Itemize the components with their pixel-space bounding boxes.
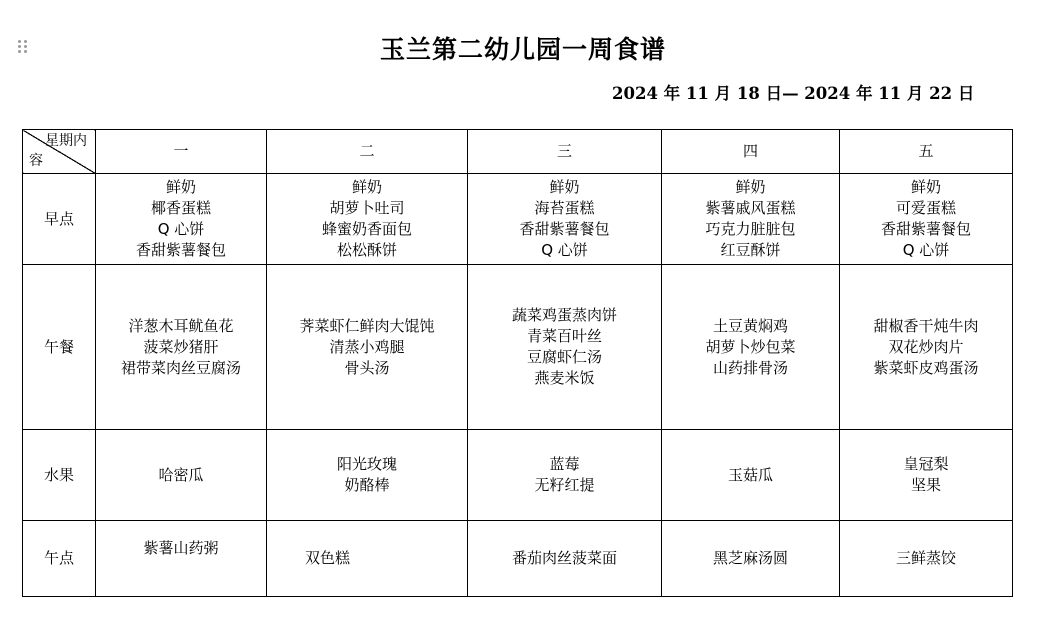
lunch-cell-mon [96, 265, 267, 430]
day-label: 一 [173, 142, 189, 160]
fruit-cell-tue [267, 430, 468, 521]
menu-item: 三鲜蒸饺 [895, 549, 956, 567]
menu-item: 玉菇瓜 [727, 465, 773, 484]
menu-item: 土豆黄焖鸡 [712, 316, 788, 335]
menu-item: 荠菜虾仁鲜肉大馄饨 [299, 316, 435, 335]
breakfast-cell-tue [267, 174, 468, 265]
row-label-fruit: 水果 [23, 430, 96, 521]
lunch-cell-fri [840, 265, 1013, 430]
page-title: 玉兰第二幼儿园一周食谱 [379, 35, 666, 64]
menu-item: 双花炒肉片 [888, 337, 964, 356]
menu-item: 皇冠梨 [903, 455, 949, 473]
breakfast-cell-mon [96, 174, 267, 265]
menu-item: 青菜百叶丝 [526, 327, 602, 345]
menu-item: 清蒸小鸡腿 [329, 337, 405, 356]
day-header-mon [96, 130, 267, 174]
menu-item: 香甜紫薯餐包 [880, 220, 971, 238]
fruit-cell-mon [96, 430, 267, 521]
breakfast-cell-thu [662, 174, 840, 265]
day-header-fri [840, 130, 1013, 174]
fruit-cell-wed [468, 430, 662, 521]
menu-item: 骨头汤 [344, 358, 390, 377]
menu-item: 黑芝麻汤圆 [712, 549, 788, 567]
menu-item: 鲜奶 [910, 178, 941, 196]
menu-item: 鲜奶 [351, 178, 382, 196]
weekly-menu-table [22, 129, 1013, 597]
day-header-wed [468, 130, 662, 174]
breakfast-row [23, 174, 1013, 265]
menu-item: 无籽红提 [534, 476, 595, 494]
snack-cell-tue [267, 521, 468, 597]
day-header-thu [662, 130, 840, 174]
day-label: 二 [359, 142, 375, 160]
menu-item: 巧克力脏脏包 [705, 220, 796, 238]
menu-item: Q 心饼 [902, 241, 950, 259]
menu-item: 紫薯戚风蛋糕 [705, 199, 796, 217]
menu-item: Q 心饼 [157, 220, 205, 238]
row-label-snack: 午点 [23, 521, 96, 597]
menu-item: 番茄肉丝菠菜面 [511, 549, 617, 567]
snack-row [23, 521, 1013, 597]
menu-item: 松松酥饼 [336, 241, 397, 259]
menu-item: 胡萝卜吐司 [329, 199, 405, 217]
day-label: 四 [742, 142, 758, 160]
menu-item: 裙带菜肉丝豆腐汤 [120, 358, 241, 377]
row-label-breakfast: 早点 [23, 174, 96, 265]
snack-cell-fri [840, 521, 1013, 597]
menu-item: 燕麦米饭 [534, 369, 595, 387]
menu-item: 双色糕 [305, 549, 351, 567]
menu-item: 蜂蜜奶香面包 [321, 220, 412, 238]
menu-item: 哈密瓜 [158, 465, 204, 484]
snack-cell-thu [662, 521, 840, 597]
fruit-cell-fri [840, 430, 1013, 521]
row-label-lunch: 午餐 [23, 265, 96, 430]
menu-item: 坚果 [910, 476, 941, 494]
menu-item: 胡萝卜炒包菜 [705, 337, 796, 356]
menu-item: 菠菜炒猪肝 [143, 337, 219, 356]
corner-header-cell [23, 130, 96, 174]
menu-item: 蓝莓 [549, 455, 580, 473]
menu-item: 鲜奶 [165, 178, 196, 196]
menu-item: 红豆酥饼 [720, 241, 781, 259]
menu-item: 山药排骨汤 [712, 358, 788, 377]
breakfast-cell-fri [840, 174, 1013, 265]
menu-item: 鲜奶 [735, 178, 766, 196]
menu-item: 阳光玫瑰 [336, 455, 397, 473]
menu-item: 香甜紫薯餐包 [135, 241, 226, 259]
menu-item: 洋葱木耳鱿鱼花 [128, 316, 234, 335]
day-label: 五 [918, 142, 934, 160]
menu-item: 椰香蛋糕 [150, 199, 211, 217]
menu-item: 鲜奶 [549, 178, 580, 196]
lunch-cell-thu [662, 265, 840, 430]
lunch-cell-wed [468, 265, 662, 430]
menu-item: 海苔蛋糕 [534, 199, 595, 217]
breakfast-cell-wed [468, 174, 662, 265]
menu-item: 可爱蛋糕 [895, 199, 956, 217]
menu-item: 甜椒香干炖牛肉 [873, 316, 979, 335]
menu-item: 豆腐虾仁汤 [526, 348, 602, 366]
fruit-row [23, 430, 1013, 521]
day-header-tue [267, 130, 468, 174]
menu-item: 紫薯山药粥 [143, 539, 219, 557]
header-row [23, 130, 1013, 174]
fruit-cell-thu [662, 430, 840, 521]
lunch-row [23, 265, 1013, 430]
lunch-cell-tue [267, 265, 468, 430]
menu-item: 紫菜虾皮鸡蛋汤 [873, 358, 979, 377]
date-range: 2024 年 11 月 18 日— 2024 年 11 月 22 日 [612, 84, 975, 103]
corner-label-content: 容 [29, 153, 43, 169]
snack-cell-wed [468, 521, 662, 597]
snack-cell-mon [96, 521, 267, 597]
menu-item: 香甜紫薯餐包 [519, 220, 610, 238]
menu-item: 奶酪棒 [344, 476, 390, 494]
menu-item: Q 心饼 [541, 241, 588, 259]
day-label: 三 [556, 142, 572, 160]
corner-label-weekday: 星期内 [45, 133, 87, 149]
menu-item: 蔬菜鸡蛋蒸肉饼 [511, 306, 617, 324]
